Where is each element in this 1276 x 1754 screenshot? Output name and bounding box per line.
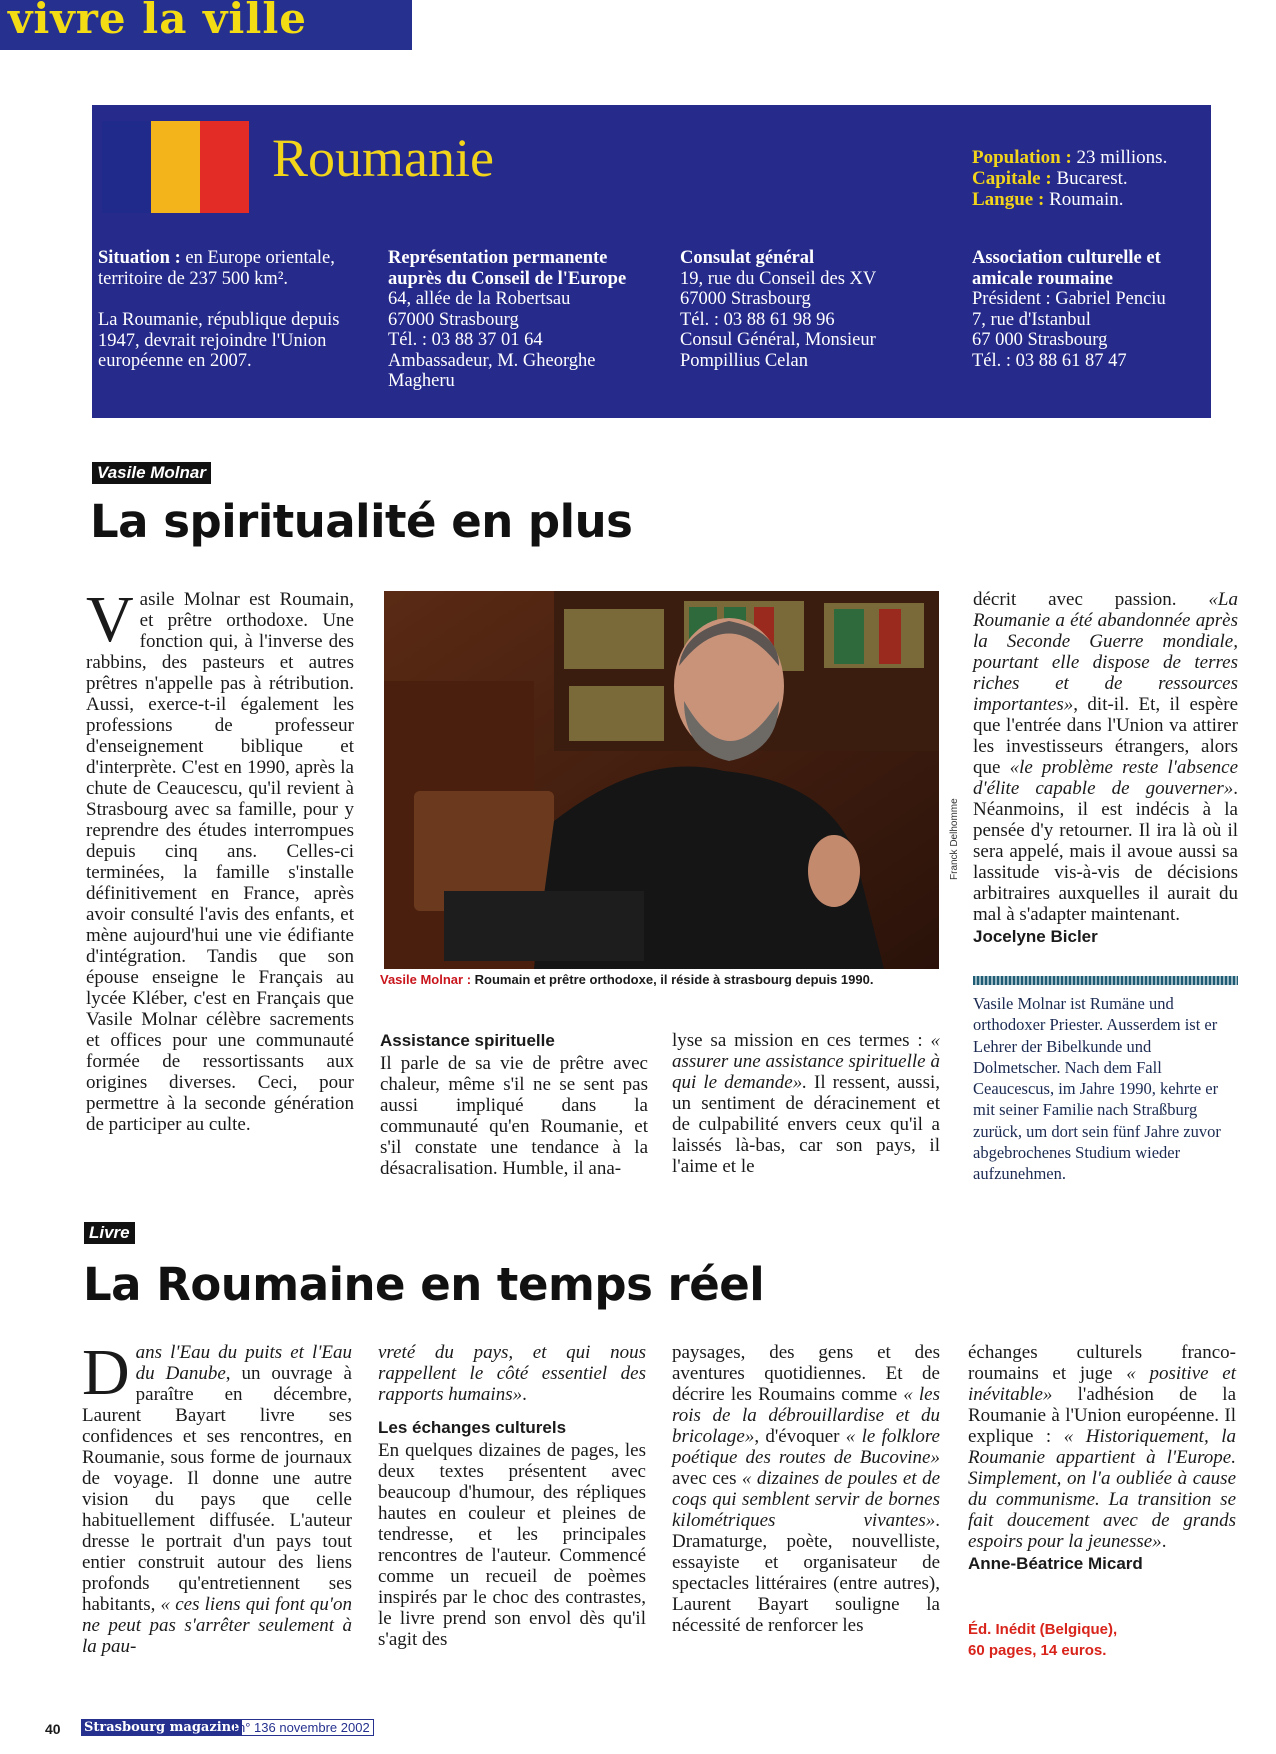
representation-line: Ambassadeur, M. Gheorghe Magheru (388, 350, 596, 391)
romania-flag-icon (102, 121, 249, 213)
article2-column-1 (82, 1336, 352, 1657)
photo-caption (380, 972, 940, 987)
article2-col3-text-2: , d'évoquer (754, 1426, 846, 1447)
article1-column-3 (672, 1030, 940, 1177)
article2-col1-quote: « ces liens qui font qu'on ne peut pas s'arrêter seulement à la pau- (82, 1594, 352, 1657)
german-summary: Vasile Molnar ist Rumäne und orthodoxer Priester. Ausserdem ist er Lehrer der Bibelkunde und Dolmetscher. Nach dem Fall Ceaucescus, im Jahre 1990, kehrte er mit seiner Familie nach Straßburg zurück, um dort sein fünf Jahre zuvor abgebrochenes Studium wieder aufzunehmen. (973, 994, 1221, 1184)
caption-name: Vasile Molnar : (380, 972, 472, 987)
portrait-photo (384, 591, 939, 969)
article2-col2-text: En quelques dizaines de pages, les deux textes présentent avec beaucoup d'humour, des répliques hautes en couleur et pleines de tendresse, et les principales rencontres de l'auteur. Commencé comme un recueil de poèmes inspirés par le choc des contrastes, le livre prend son envol dès qu'il s'agit des (378, 1440, 646, 1650)
german-summary-divider (973, 976, 1238, 985)
article2-col1-title: ans l'Eau du puits et l'Eau du Danube (135, 1342, 352, 1384)
article1-col4-quote-2: «le problème reste l'absence d'élite capable de gouverner» (973, 757, 1239, 799)
article2-column-2 (378, 1342, 646, 1650)
association-title: Association culturelle et amicale roumaine (972, 248, 1161, 289)
flag-stripe-yellow (151, 121, 200, 213)
article2-col3-quote-2: « le folklore poétique des routes de Bucovine» (672, 1426, 940, 1468)
fact-population: Population : 23 millions. (972, 147, 1168, 168)
article1-column-4 (973, 589, 1238, 947)
article1-col4-text: décrit avec passion. (973, 589, 1209, 610)
article2-column-4 (968, 1342, 1236, 1574)
representation-column (388, 248, 648, 392)
article2-col3-text-3: avec ces (672, 1468, 742, 1489)
article1-col4-quote: «La Roumanie a été abandonnée après la Seconde Guerre mondiale, pourtant elle dispose de terres riches et de ressources importantes» (973, 589, 1238, 715)
fact-language: Langue : Roumain. (972, 189, 1124, 210)
article2-col3-quote-1: « les rois de la débrouillardise et du bricolage» (672, 1384, 940, 1447)
article2-col4-punct: . (1161, 1531, 1167, 1552)
fact-capital: Capitale : Bucarest. (972, 168, 1128, 189)
article2-col3-text: paysages, des gens et des aventures quotidiennes. Et de décrire les Roumains comme (672, 1342, 940, 1405)
article1-col3-text: lyse sa mission en ces termes : (672, 1030, 931, 1051)
country-name: Roumanie (272, 128, 494, 188)
consulat-line: 19, rue du Conseil des XV (680, 268, 877, 289)
article2-col4-text: échanges culturels franco-roumains et juge (968, 1342, 1236, 1384)
article1-col4-text-end: . Néanmoins, il est indécis à la pensée d'y retourner. Il ira là où il sera appelé, mais il avoue aussi sa lassitude vis-à-vis de décisions arbitraires auxquelles il aurait du mal à s'adapter maintenant. (973, 778, 1238, 925)
association-line: 67 000 Strasbourg (972, 330, 1108, 350)
article2-tag: Livre (84, 1222, 135, 1244)
article2-dropcap: D (82, 1336, 130, 1409)
book-publisher: Éd. Inédit (Belgique), (968, 1621, 1118, 1638)
article2-col2-quote: vreté du pays, et qui nous rappellent le côté essentiel des rapports humains» (378, 1342, 646, 1405)
caption-text: Roumain et prêtre orthodoxe, il réside à strasbourg depuis 1990. (471, 972, 874, 987)
article2-byline: Anne-Béatrice Micard (968, 1554, 1143, 1573)
issue-number: n° 136 novembre 2002 (234, 1719, 374, 1736)
consulat-title: Consulat général (680, 248, 815, 268)
magazine-name: Strasbourg magazine (81, 1719, 242, 1736)
country-facts (972, 147, 1167, 210)
article2-col3-text-4: . Dramaturge, poète, nouvelliste, essayiste et organisateur de spectacles littéraires (entre autres), Laurent Bayart souligne la nécessité de renforcer les (672, 1510, 940, 1636)
consulat-line: 67000 Strasbourg (680, 289, 811, 309)
consulat-column (680, 248, 930, 371)
situation-text: Situation : en Europe orientale, territoire de 237 500 km². (98, 248, 335, 289)
article2-col2-punct: . (522, 1384, 527, 1405)
article1-col3-quote: « assurer une assistance spirituelle à qui le demande». (672, 1030, 940, 1093)
article1-col4-text-mid: , dit-il. Et, il espère que l'entrée dans l'Union va attirer les investisseurs étrangers, alors que (973, 694, 1238, 778)
article2-col1-text: , un ouvrage à paraître en décembre, Laurent Bayart livre ses confidences et ses rencontres, en Roumanie, sous forme de journaux de voyage. Il donne une autre vision du pays que celle habituellement diffusée. L'auteur dresse le portrait d'un pays tout entier construit autour des liens profonds qu'entretiennent ses habitants, (82, 1363, 352, 1615)
association-line: Président : Gabriel Penciu (972, 289, 1166, 309)
representation-line: 67000 Strasbourg (388, 309, 519, 330)
article1-col3-text-end: Il ressent, aussi, un sentiment de déracinement et de culpabilité envers ceux qu'il a laissés là-bas, car son pays, il l'aime et le (672, 1072, 940, 1177)
section-title: vivre la ville (8, 0, 308, 43)
association-line: Tél. : 03 88 61 87 47 (972, 350, 1127, 371)
article1-col1-text: asile Molnar est Roumain, et prêtre orthodoxe. Une fonction qui, à l'inverse des rabbins, des pasteurs et autres prêtres n'appelle pas à rétribution. Aussi, exerce-t-il également les professions de professeur d'enseignement biblique et d'interprète. C'est en 1990, après la chute de Ceaucescu, qu'il revient à Strasbourg avec sa famille, pour y reprendre des études interrompues depuis cinq ans. Celles-ci terminées, la famille s'installe définitivement en France, après avoir consulté l'avis des enfants, et mène aujourd'hui une vie édifiante d'intégration. Tandis que son épouse enseigne le Français au lycée Kléber, c'est en Français que Vasile Molnar célèbre sacrements et offices pour une communauté formée de ressortissants aux origines diverses. Ceci, pour permettre à la seconde génération de participer au culte. (86, 589, 354, 1135)
association-column (972, 248, 1202, 371)
article1-tag: Vasile Molnar (92, 462, 211, 484)
country-info-box (92, 105, 1211, 418)
representation-title: Représentation permanente auprès du Conseil de l'Europe (388, 248, 627, 289)
article2-col4-quote-2: « Historiquement, la Roumanie appartient à l'Europe. Simplement, on l'a oubliée à cause du communisme. La transition se fait doucement avec de grands espoirs pour la jeunesse» (968, 1426, 1236, 1552)
article2-column-3 (672, 1342, 940, 1636)
consulat-line: Consul Général, Monsieur Pompillius Celan (680, 330, 876, 371)
situation-note: La Roumanie, république depuis 1947, devrait rejoindre l'Union européenne en 2007. (98, 310, 340, 371)
article2-col4-quote-1: « positive et inévitable» (968, 1363, 1236, 1405)
article2-col4-text-2: l'adhésion de la Roumanie à l'Union européenne. Il explique : (968, 1384, 1236, 1447)
representation-line: 64, allée de la Robertsau (388, 289, 571, 309)
article1-column-2 (380, 1030, 648, 1179)
section-header-band (0, 0, 412, 50)
situation-column (98, 248, 358, 372)
book-info (968, 1619, 1117, 1661)
flag-stripe-red (200, 121, 249, 213)
article1-col2-text: Il parle de sa vie de prêtre avec chaleur, même s'il ne se sent pas aussi impliqué dans la communauté qu'en Roumanie, et s'il constate une tendance à la désacralisation. Humble, il ana- (380, 1053, 648, 1179)
article1-dropcap: V (86, 583, 134, 656)
book-details: 60 pages, 14 euros. (968, 1642, 1107, 1659)
representation-line: Tél. : 03 88 37 01 64 (388, 330, 543, 350)
article1-byline: Jocelyne Bicler (973, 927, 1098, 946)
article1-subhead: Assistance spirituelle (380, 1031, 555, 1050)
photo-credit: Franck Delhomme (949, 798, 960, 880)
article2-headline: La Roumaine en temps réel (83, 1258, 765, 1311)
article1-headline: La spiritualité en plus (90, 495, 633, 548)
article2-subhead: Les échanges culturels (378, 1418, 567, 1437)
page-number: 40 (45, 1721, 61, 1737)
association-line: 7, rue d'Istanbul (972, 309, 1091, 330)
article2-col3-quote-3: « dizaines de poules et de coqs qui semblent servir de bornes kilométriques vivantes» (672, 1468, 941, 1531)
flag-stripe-blue (102, 121, 151, 213)
consulat-line: Tél. : 03 88 61 98 96 (680, 309, 835, 330)
article1-column-1 (86, 583, 354, 1135)
